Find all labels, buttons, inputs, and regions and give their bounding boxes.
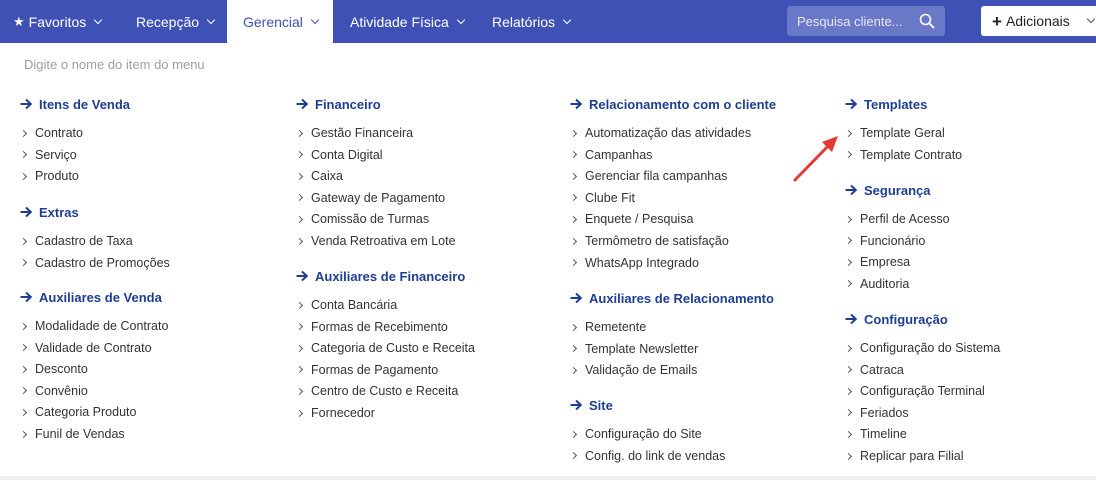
nav-relatorios-label: Relatórios (492, 13, 556, 30)
chevron-right-icon (845, 344, 852, 351)
chevron-right-icon (296, 237, 303, 244)
menu-item-label: Desconto (35, 362, 88, 377)
chevron-right-icon (570, 259, 577, 266)
menu-item[interactable] (20, 168, 79, 184)
chevron-right-icon (845, 409, 852, 416)
menu-item-label: Categoria de Custo e Receita (311, 341, 475, 356)
menu-item-label: Config. do link de vendas (585, 448, 726, 463)
menu-item-label: Funcionário (860, 233, 926, 248)
menu-item[interactable] (296, 190, 445, 206)
chevron-right-icon (296, 323, 303, 330)
menu-item[interactable] (570, 255, 699, 271)
section-title[interactable] (20, 96, 130, 112)
chevron-down-icon (94, 15, 102, 23)
section-title[interactable] (570, 397, 613, 413)
chevron-right-icon (20, 366, 27, 373)
chevron-right-icon (845, 237, 852, 244)
menu-item-label: Perfil de Acesso (860, 212, 950, 226)
annotation-arrow-icon (790, 132, 840, 184)
chevron-right-icon (845, 366, 852, 373)
menu-item-label: Template Geral (860, 126, 945, 140)
chevron-right-icon (20, 129, 27, 136)
chevron-right-icon (570, 216, 577, 223)
menu-item-label: Termômetro de satisfação (585, 234, 729, 248)
menu-item[interactable] (570, 168, 727, 184)
section-title[interactable] (845, 96, 927, 112)
menu-item-label: Template Contrato (860, 147, 963, 162)
menu-item-label: Conta Bancária (311, 298, 398, 312)
menu-item[interactable] (570, 125, 751, 141)
menu-item[interactable] (570, 319, 646, 335)
menu-item[interactable] (570, 341, 698, 357)
section-title-label: Relacionamento com o cliente (589, 96, 777, 112)
menu-item-label: Validação de Emails (585, 363, 698, 378)
chevron-right-icon (20, 430, 27, 437)
section-title[interactable] (20, 289, 162, 305)
section-title[interactable] (296, 268, 465, 284)
section-title[interactable] (20, 204, 79, 220)
menu-item-label: Produto (35, 169, 79, 184)
chevron-right-icon (845, 452, 852, 459)
menu-item[interactable] (570, 233, 729, 249)
menu-item[interactable] (296, 362, 438, 378)
menu-item-label: Configuração Terminal (860, 384, 985, 399)
chevron-right-icon (845, 151, 852, 158)
menu-item-label: Remetente (585, 320, 647, 334)
menu-item[interactable] (20, 340, 152, 356)
menu-item-label: Formas de Recebimento (311, 319, 448, 334)
menu-item[interactable] (296, 233, 456, 249)
nav-atividade-fisica[interactable] (333, 0, 475, 43)
menu-item[interactable] (845, 233, 925, 249)
top-navbar (0, 0, 1096, 43)
menu-item[interactable] (845, 276, 909, 292)
menu-item[interactable] (296, 297, 397, 313)
client-search (787, 6, 945, 36)
chevron-right-icon (20, 322, 27, 329)
menu-item-label: Venda Retroativa em Lote (311, 234, 456, 248)
nav-favoritos[interactable] (0, 0, 120, 43)
arrow-right-icon (570, 292, 583, 304)
menu-item[interactable] (570, 190, 635, 206)
arrow-right-icon (845, 98, 858, 110)
menu-item[interactable] (296, 168, 343, 184)
menu-item-label: Modalidade de Contrato (35, 319, 169, 333)
menu-item-label: Catraca (860, 362, 904, 377)
menu-item-label: Fornecedor (311, 406, 375, 420)
chevron-right-icon (20, 173, 27, 180)
menu-item-label: Enquete / Pesquisa (585, 212, 694, 227)
chevron-right-icon (570, 194, 577, 201)
chevron-right-icon (570, 430, 577, 437)
chevron-right-icon (570, 367, 577, 374)
nav-gerencial[interactable] (227, 0, 333, 43)
menu-item-label: Convênio (35, 383, 88, 398)
chevron-right-icon (570, 323, 577, 330)
menu-item-label: Campanhas (585, 147, 653, 162)
menu-item-label: Centro de Custo e Receita (311, 384, 459, 399)
menu-item-label: Configuração do Sistema (860, 341, 1001, 355)
menu-item-label: Empresa (860, 255, 911, 270)
chevron-down-icon (457, 15, 465, 23)
section-title-label: Itens de Venda (39, 96, 131, 112)
menu-item-label: Cadastro de Promoções (35, 255, 170, 270)
chevron-right-icon (296, 194, 303, 201)
menu-item[interactable] (296, 125, 413, 141)
menu-item[interactable] (296, 319, 448, 335)
menu-item-label: Gerenciar fila campanhas (585, 169, 728, 184)
menu-item[interactable] (845, 362, 904, 378)
menu-item-label: WhatsApp Integrado (585, 255, 699, 270)
chevron-right-icon (845, 215, 852, 222)
section-title[interactable] (845, 311, 948, 327)
chevron-right-icon (845, 129, 852, 136)
chevron-right-icon (296, 366, 303, 373)
chevron-right-icon (20, 409, 27, 416)
menu-item-label: Automatização das atividades (585, 126, 752, 140)
adicionais-label: Adicionais (1005, 13, 1070, 29)
menu-item[interactable] (570, 426, 702, 442)
menu-item-label: Caixa (311, 169, 343, 184)
menu-item-label: Comissão de Turmas (311, 212, 430, 227)
menu-item[interactable] (845, 254, 910, 270)
arrow-right-icon (845, 313, 858, 325)
section-title-label: Extras (39, 204, 79, 220)
chevron-right-icon (20, 344, 27, 351)
chevron-right-icon (20, 259, 27, 266)
menu-item[interactable] (845, 147, 962, 163)
nav-favoritos-label: Favoritos (28, 13, 87, 30)
arrow-right-icon (20, 206, 33, 218)
chevron-right-icon (570, 151, 577, 158)
menu-item-label: Timeline (860, 427, 907, 442)
menu-item-label: Contrato (35, 126, 83, 140)
chevron-right-icon (20, 151, 27, 158)
arrow-right-icon (20, 291, 33, 303)
menu-item-label: Gestão Financeira (311, 126, 414, 140)
menu-item-label: Gateway de Pagamento (311, 190, 446, 205)
menu-item[interactable] (20, 125, 83, 141)
chevron-right-icon (570, 129, 577, 136)
menu-item[interactable] (296, 383, 458, 399)
section-title-label: Templates (864, 96, 928, 112)
menu-item[interactable] (20, 233, 133, 249)
nav-gerencial-label: Gerencial (243, 13, 303, 30)
star-icon: ★ (13, 13, 25, 29)
chevron-down-icon (311, 15, 319, 23)
client-search-input[interactable] (797, 14, 917, 29)
section-title-label: Site (589, 397, 613, 413)
menu-item[interactable] (20, 255, 170, 271)
menu-filter-input[interactable] (24, 55, 424, 73)
chevron-right-icon (296, 345, 303, 352)
plus-icon: + (992, 11, 1002, 31)
chevron-right-icon (570, 345, 577, 352)
menu-item[interactable] (20, 404, 136, 420)
adicionais-button[interactable] (981, 6, 1096, 36)
section-title-label: Auxiliares de Venda (39, 289, 162, 305)
menu-item-label: Replicar para Filial (860, 449, 964, 463)
chevron-down-icon (563, 15, 571, 23)
section-title[interactable] (570, 290, 774, 306)
menu-item[interactable] (845, 211, 950, 227)
chevron-right-icon (20, 237, 27, 244)
menu-item[interactable] (296, 147, 383, 163)
menu-item[interactable] (20, 383, 88, 399)
section-title[interactable] (296, 96, 381, 112)
menu-item-label: Cadastro de Taxa (35, 234, 133, 248)
nav-recepcao[interactable] (120, 0, 227, 43)
section-title-label: Auxiliares de Financeiro (315, 268, 466, 284)
arrow-right-icon (570, 399, 583, 411)
menu-item[interactable] (845, 426, 907, 442)
chevron-right-icon (570, 237, 577, 244)
menu-item[interactable] (570, 362, 697, 378)
section-title[interactable] (845, 182, 930, 198)
chevron-right-icon (296, 301, 303, 308)
section-title-label: Configuração (864, 311, 948, 327)
chevron-right-icon (20, 387, 27, 394)
section-title-label: Auxiliares de Relacionamento (589, 290, 774, 306)
menu-item-label: Auditoria (860, 276, 910, 291)
menu-item-label: Template Newsletter (585, 341, 699, 356)
arrow-right-icon (20, 98, 33, 110)
search-icon[interactable] (919, 13, 935, 29)
chevron-right-icon (296, 388, 303, 395)
menu-item[interactable] (845, 125, 945, 141)
menu-item[interactable] (20, 426, 125, 442)
menu-item[interactable] (20, 361, 88, 377)
chevron-right-icon (845, 388, 852, 395)
menu-item[interactable] (20, 318, 168, 334)
menu-item-label: Configuração do Site (585, 427, 702, 441)
chevron-right-icon (845, 280, 852, 287)
chevron-right-icon (570, 173, 577, 180)
menu-item[interactable] (845, 405, 909, 421)
menu-item[interactable] (570, 448, 725, 464)
menu-item[interactable] (845, 448, 964, 464)
chevron-right-icon (296, 129, 303, 136)
menu-item[interactable] (296, 211, 429, 227)
menu-item-label: Validade de Contrato (35, 340, 152, 355)
menu-item[interactable] (570, 147, 652, 163)
panel-bottom-border (0, 476, 1096, 480)
section-title[interactable] (570, 96, 776, 112)
menu-item[interactable] (845, 383, 985, 399)
chevron-right-icon (296, 409, 303, 416)
menu-item-label: Formas de Pagamento (311, 362, 439, 377)
arrow-right-icon (845, 184, 858, 196)
chevron-right-icon (570, 452, 577, 459)
nav-recepcao-label: Recepção (136, 13, 200, 30)
section-title-label: Segurança (864, 182, 931, 198)
menu-item-label: Clube Fit (585, 190, 636, 205)
menu-item-label: Funil de Vendas (35, 427, 125, 441)
chevron-right-icon (296, 216, 303, 223)
chevron-right-icon (296, 173, 303, 180)
menu-item[interactable] (296, 340, 475, 356)
arrow-right-icon (296, 270, 309, 282)
menu-item-label: Conta Digital (311, 147, 383, 162)
arrow-right-icon (296, 98, 309, 110)
menu-item[interactable] (570, 211, 693, 227)
menu-item-label: Serviço (35, 147, 77, 162)
chevron-down-icon (207, 15, 215, 23)
arrow-right-icon (570, 98, 583, 110)
menu-item[interactable] (845, 340, 1000, 356)
chevron-right-icon (845, 259, 852, 266)
menu-item[interactable] (296, 405, 375, 421)
section-title-label: Financeiro (315, 96, 381, 112)
menu-item[interactable] (20, 147, 77, 163)
nav-atividade-label: Atividade Física (350, 13, 449, 30)
chevron-right-icon (296, 151, 303, 158)
chevron-down-icon (1087, 15, 1095, 23)
menu-item-label: Categoria Produto (35, 405, 137, 420)
nav-relatorios[interactable] (475, 0, 585, 43)
menu-item-label: Feriados (860, 405, 909, 420)
chevron-right-icon (845, 431, 852, 438)
